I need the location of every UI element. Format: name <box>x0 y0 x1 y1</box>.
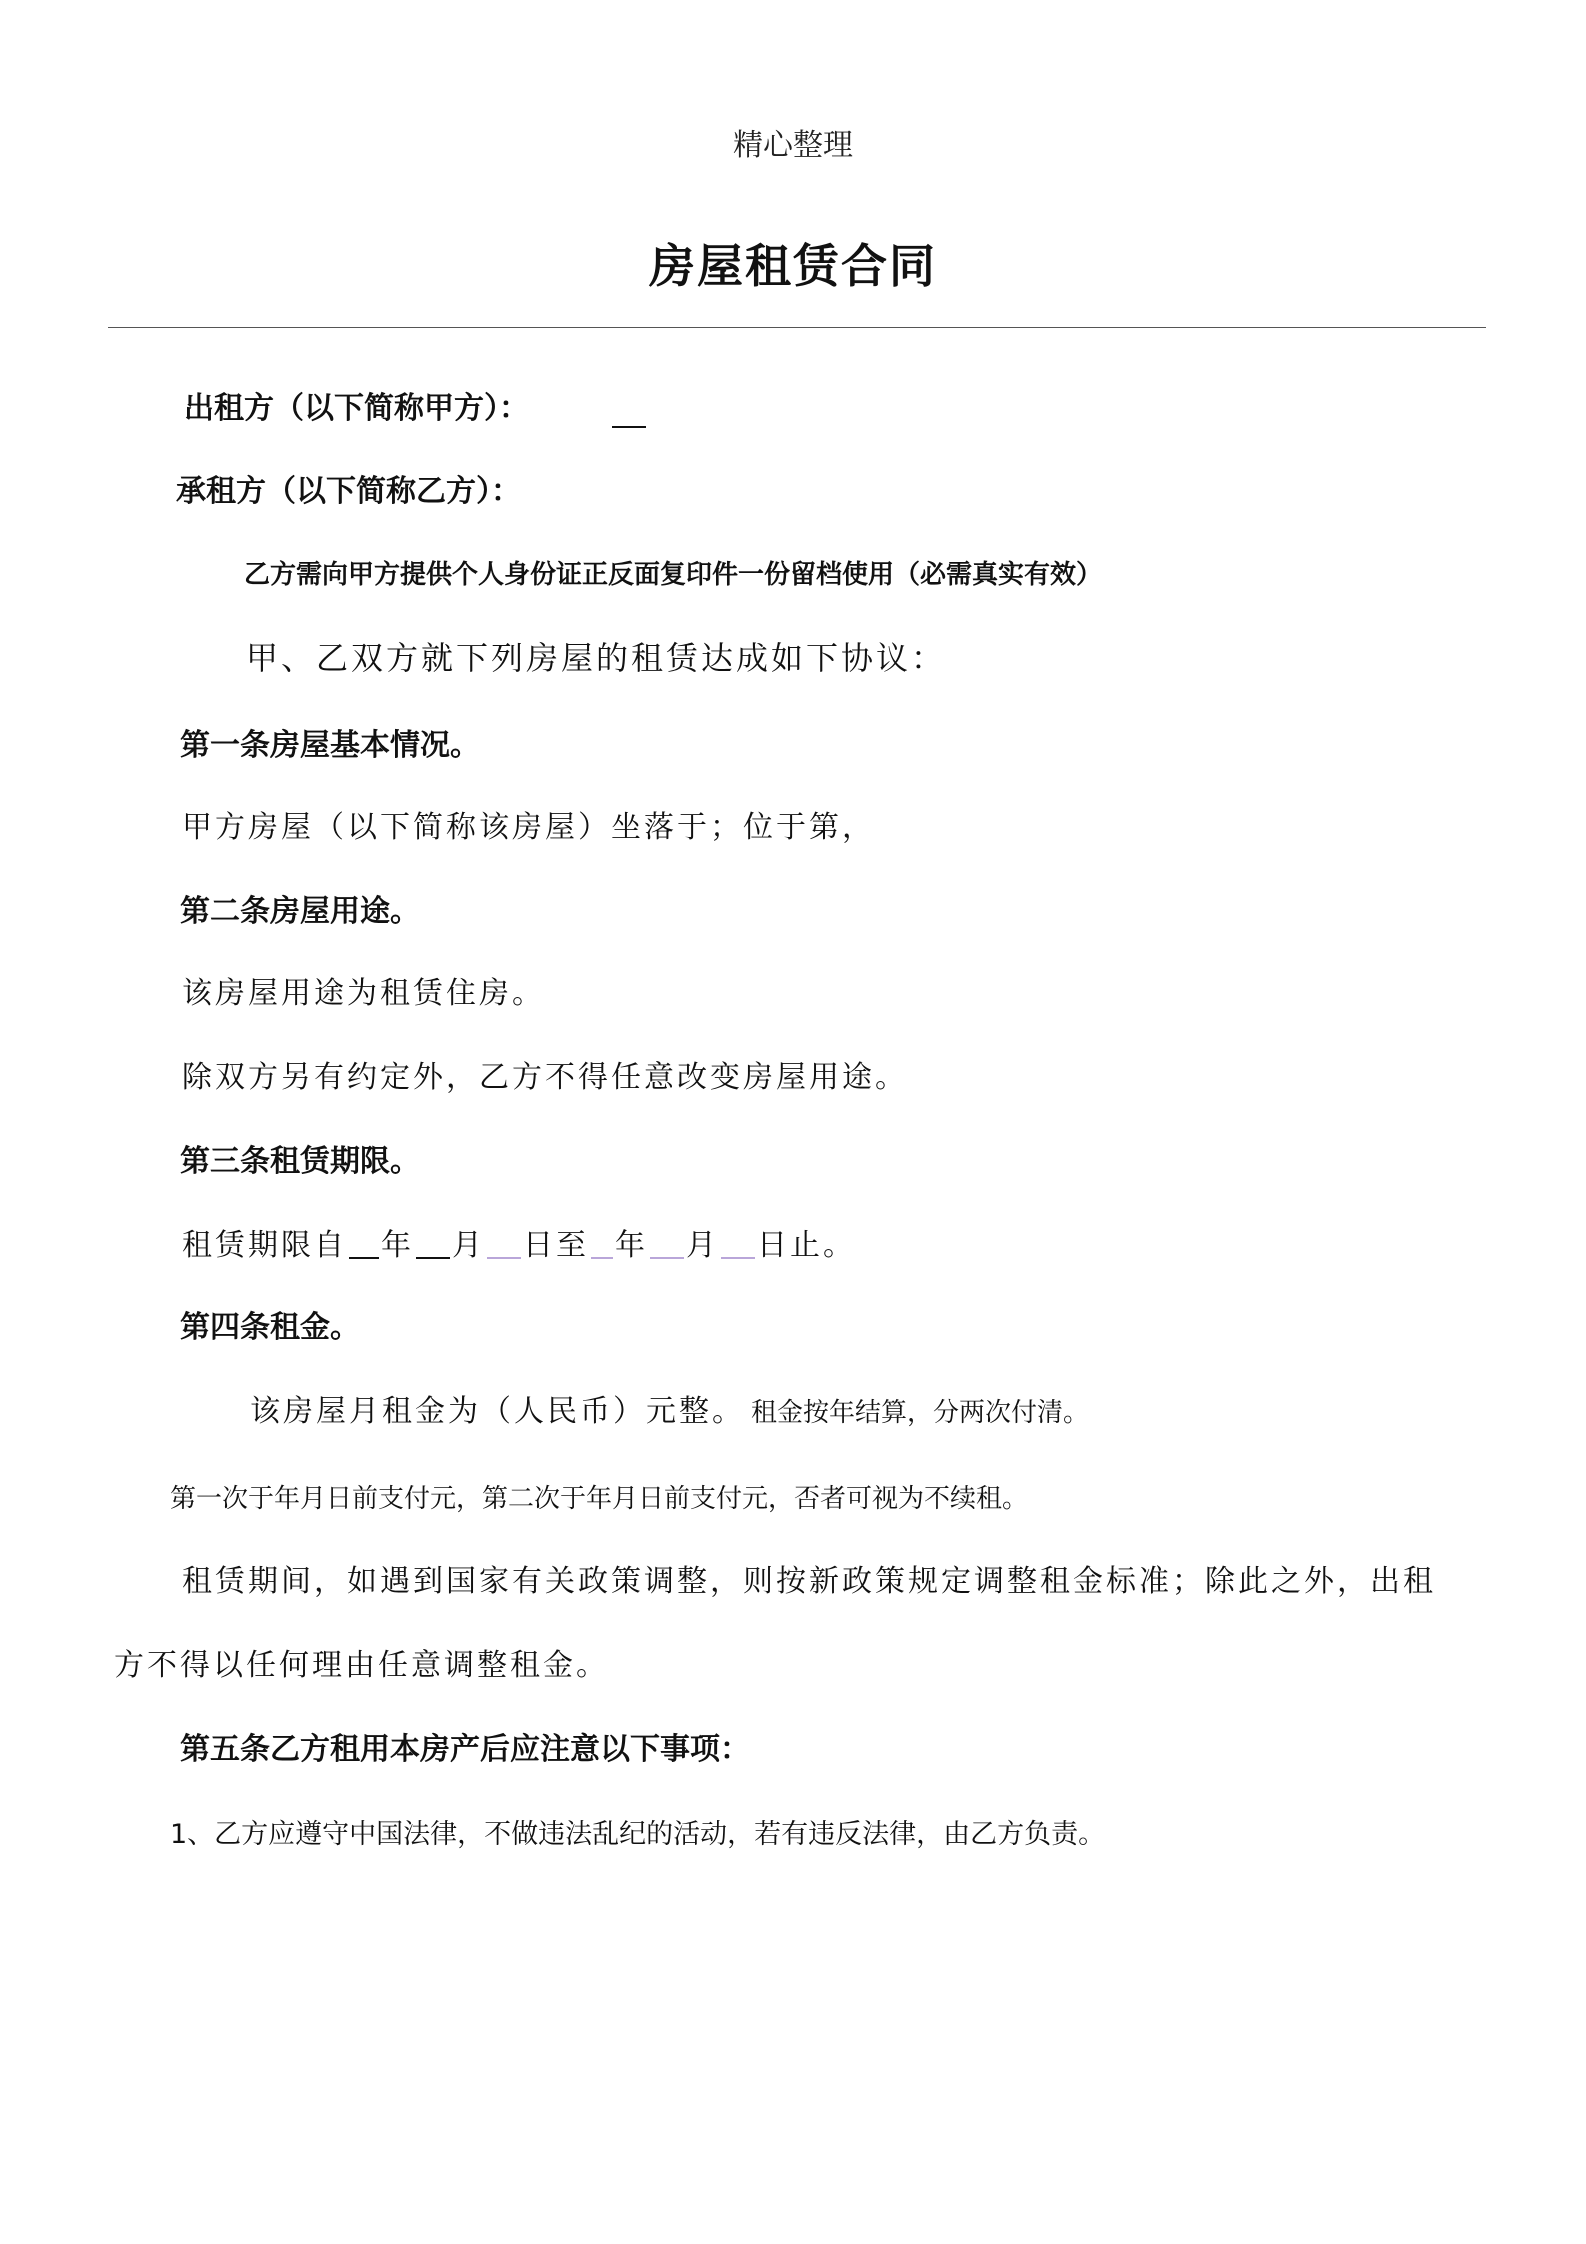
lessor-name-blank <box>612 426 646 428</box>
article3-heading: 第三条租赁期限。 <box>180 1144 420 1179</box>
article1-location: 甲方房屋（以下简称该房屋）坐落于；位于第， <box>182 810 875 845</box>
term-day2: 日止。 <box>757 1228 856 1263</box>
article2-restriction: 除双方另有约定外，乙方不得任意改变房屋用途。 <box>182 1060 908 1095</box>
lessor-label: 出租方（以下简称甲方）： <box>184 391 529 426</box>
article5-heading: 第五条乙方租用本房产后应注意以下事项： <box>180 1732 750 1767</box>
title-divider <box>108 327 1486 328</box>
lessee-label: 承租方（以下简称乙方）： <box>176 474 521 509</box>
article2-usage: 该房屋用途为租赁住房。 <box>182 976 545 1011</box>
term-month2: 月 <box>686 1228 719 1263</box>
term-year1: 年 <box>381 1228 414 1263</box>
article4-adjustment-line1: 租赁期间，如遇到国家有关政策调整，则按新政策规定调整租金标准；除此之外，出租 <box>182 1564 1436 1599</box>
term-day1: 日至 <box>523 1228 589 1263</box>
end-day-blank <box>721 1229 755 1259</box>
preamble: 甲、乙双方就下列房屋的租赁达成如下协议： <box>246 639 947 677</box>
start-month-blank <box>416 1229 450 1259</box>
id-copy-note: 乙方需向甲方提供个人身份证正反面复印件一份留档使用（必需真实有效） <box>244 560 1103 590</box>
term-year2: 年 <box>615 1228 648 1263</box>
monthly-rent: 该房屋月租金为（人民币）元整。 <box>250 1394 745 1429</box>
article4-payment-schedule: 第一次于年月日前支付元，第二次于年月日前支付元，否者可视为不续租。 <box>170 1484 1029 1514</box>
term-month1: 月 <box>452 1228 485 1263</box>
term-prefix: 租赁期限自 <box>182 1228 347 1263</box>
document-title: 房屋租赁合同 <box>649 239 937 293</box>
article3-term-line <box>182 1220 856 1264</box>
article1-heading: 第一条房屋基本情况。 <box>180 728 480 763</box>
start-day-blank <box>487 1229 521 1259</box>
settlement-terms: 租金按年结算，分两次付清。 <box>751 1398 1090 1428</box>
article4-adjustment-line2: 方不得以任何理由任意调整租金。 <box>114 1648 609 1683</box>
end-year-blank <box>591 1229 613 1259</box>
page-header: 精心整理 <box>733 128 853 163</box>
article4-rent-line <box>250 1386 1089 1430</box>
article2-heading: 第二条房屋用途。 <box>180 894 420 929</box>
article5-item1: 1、乙方应遵守中国法律，不做违法乱纪的活动，若有违反法律，由乙方负责。 <box>170 1819 1106 1850</box>
start-year-blank <box>349 1229 379 1259</box>
end-month-blank <box>650 1229 684 1259</box>
article4-heading: 第四条租金。 <box>180 1310 360 1345</box>
